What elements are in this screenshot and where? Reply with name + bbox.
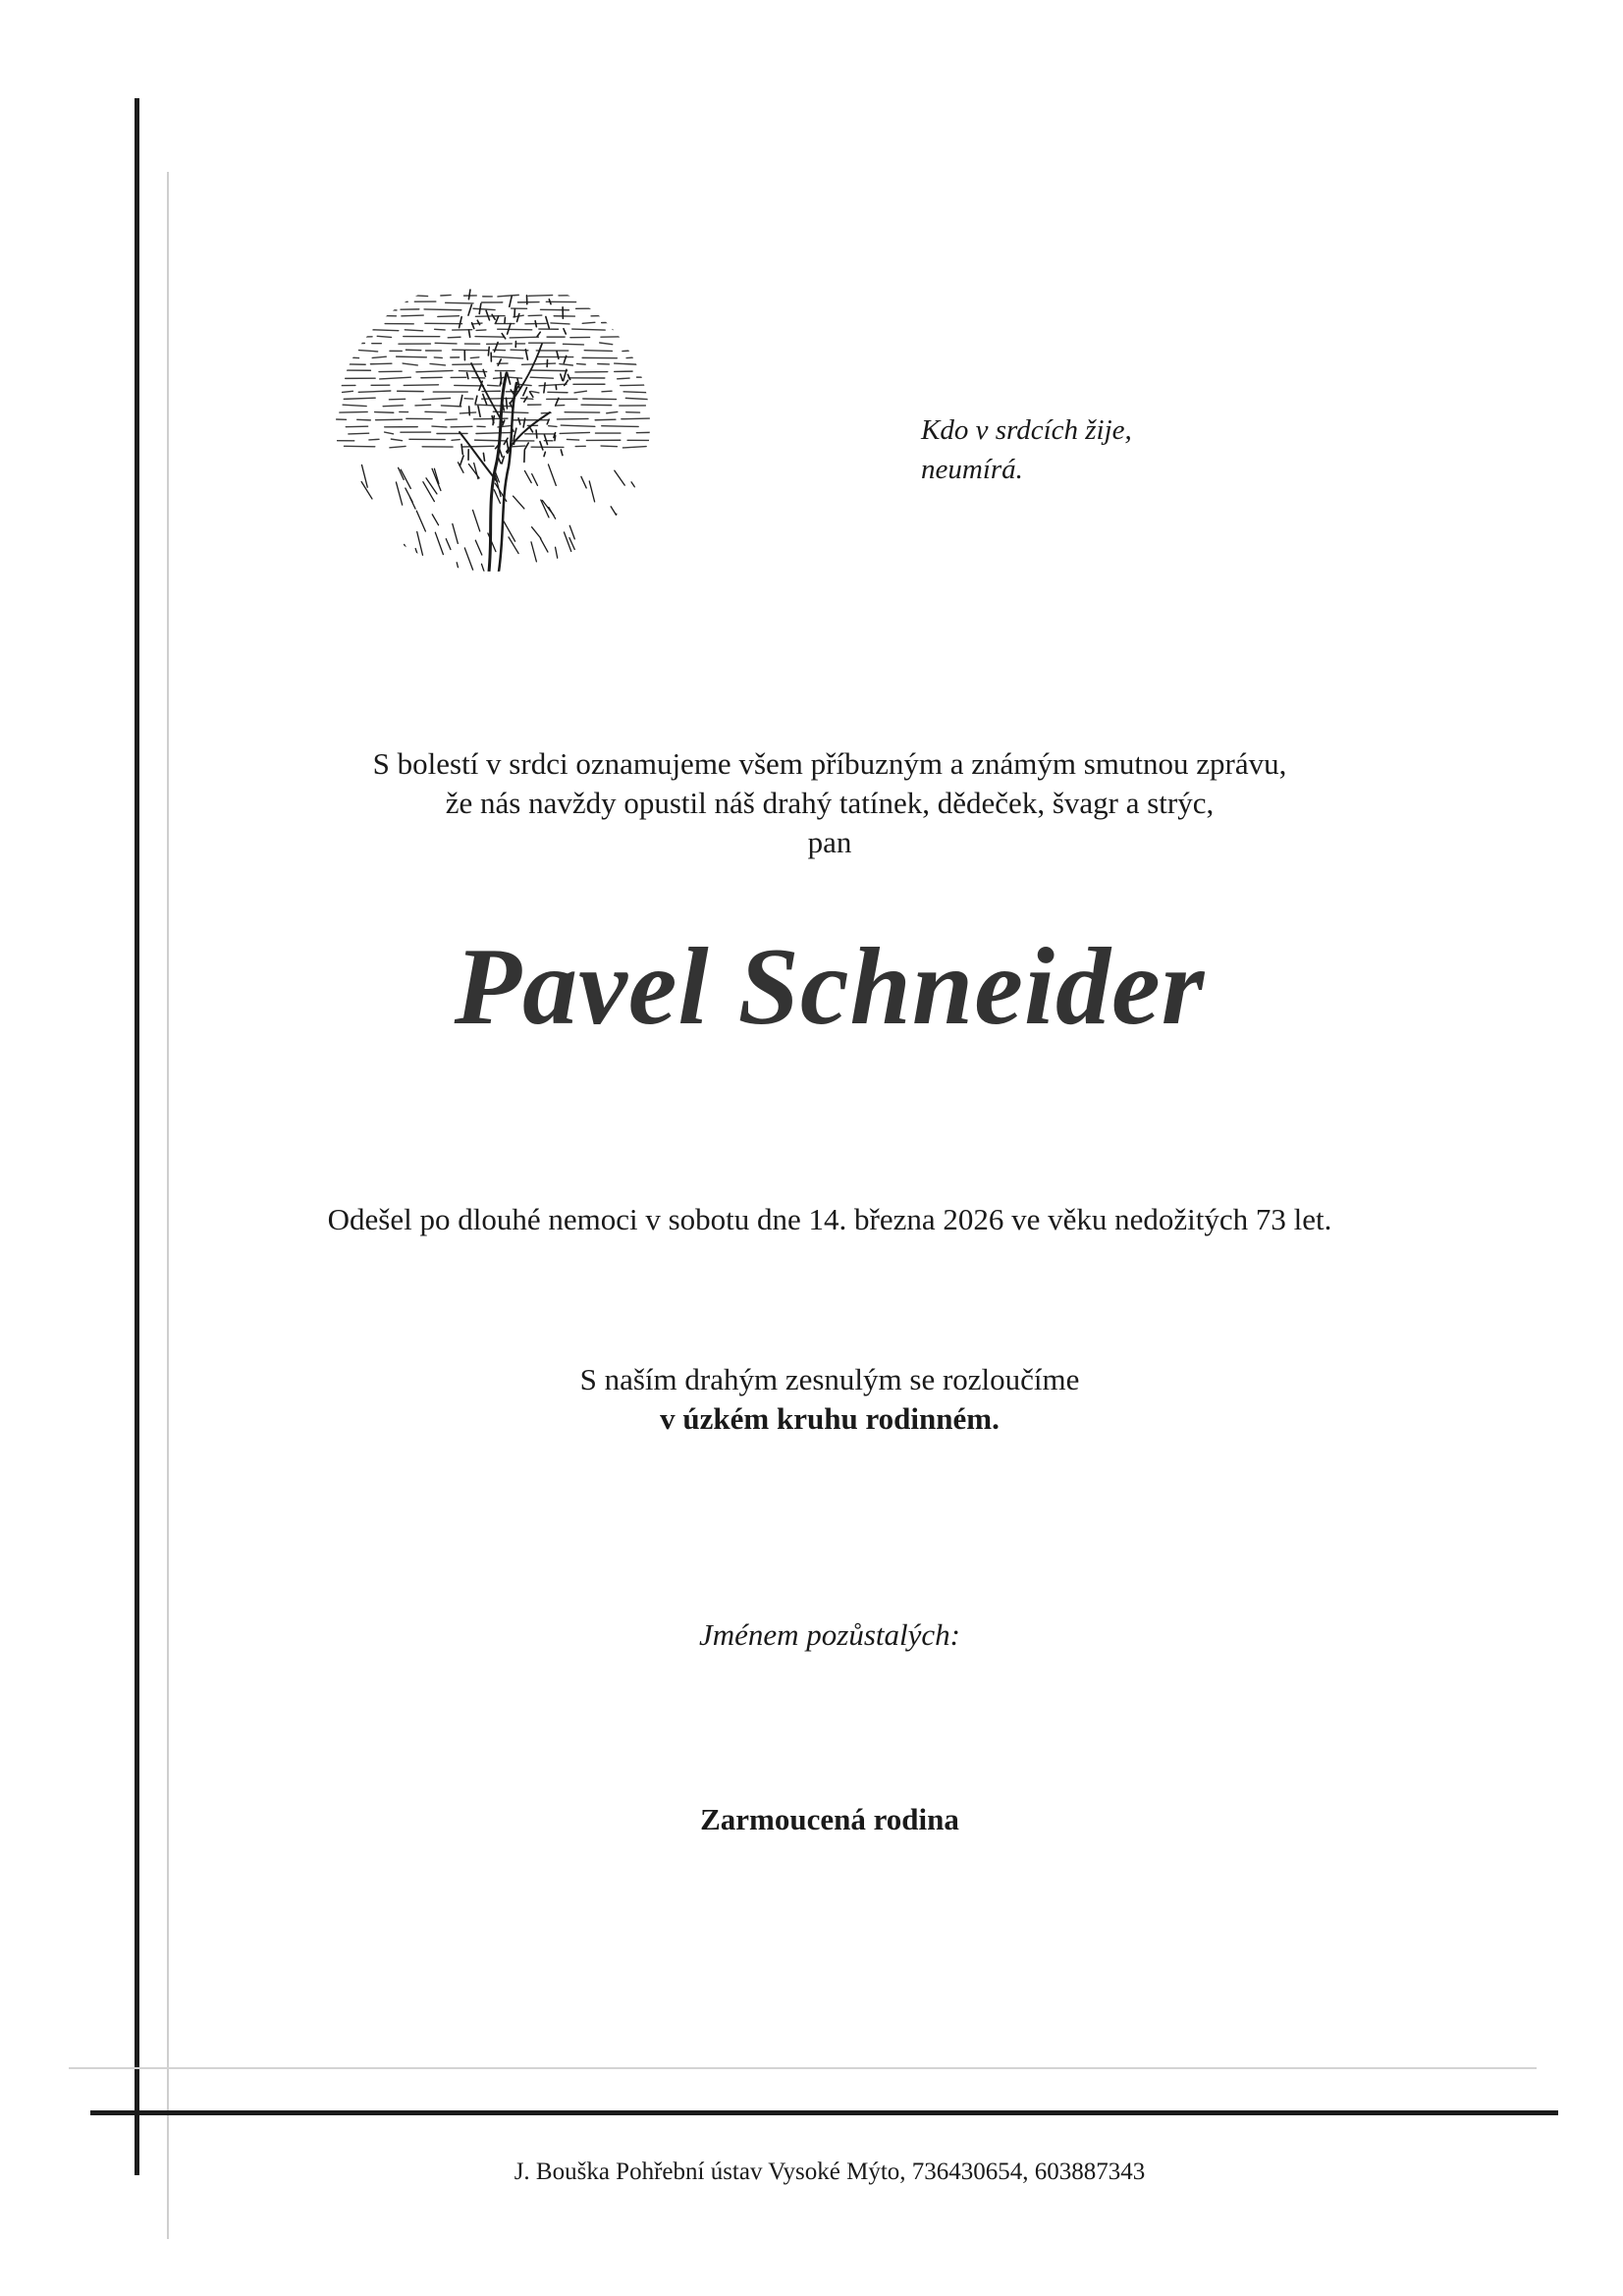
announcement-line-2: že nás navždy opustil náš drahý tatínek, dědeček, švagr a strýc, [445,786,1215,820]
frame-vertical-thin-line [167,172,169,2239]
deceased-name: Pavel Schneider [454,926,1206,1048]
signature: Zarmoucená rodina [700,1802,959,1836]
announcement-text [172,744,1488,862]
motto-quote [921,410,1132,489]
death-info: Odešel po dlouhé nemoci v sobotu dne 14. března 2026 ve věku nedožitých 73 let. [327,1202,1332,1236]
frame-horizontal-thick-line [90,2110,1558,2115]
farewell-line-1: S naším drahým zesnulým se rozloučíme [579,1362,1080,1396]
farewell-text [172,1360,1488,1439]
farewell-line-2: v úzkém kruhu rodinném. [660,1401,1000,1436]
on-behalf-label: Jménem pozůstalých: [699,1617,960,1652]
frame-vertical-thick-line [135,98,139,2175]
motto-line-2: neumírá. [921,454,1023,485]
funeral-home-footer: J. Bouška Pohřební ústav Vysoké Mýto, 736430654, 603887343 [514,2159,1146,2185]
tree-illustration [324,265,663,584]
motto-line-1: Kdo v srdcích žije, [921,414,1132,446]
announcement-line-1: S bolestí v srdci oznamujeme všem příbuzným a známým smutnou zprávu, [372,746,1287,781]
frame-horizontal-thin-line [69,2067,1537,2069]
announcement-line-3: pan [807,825,852,859]
